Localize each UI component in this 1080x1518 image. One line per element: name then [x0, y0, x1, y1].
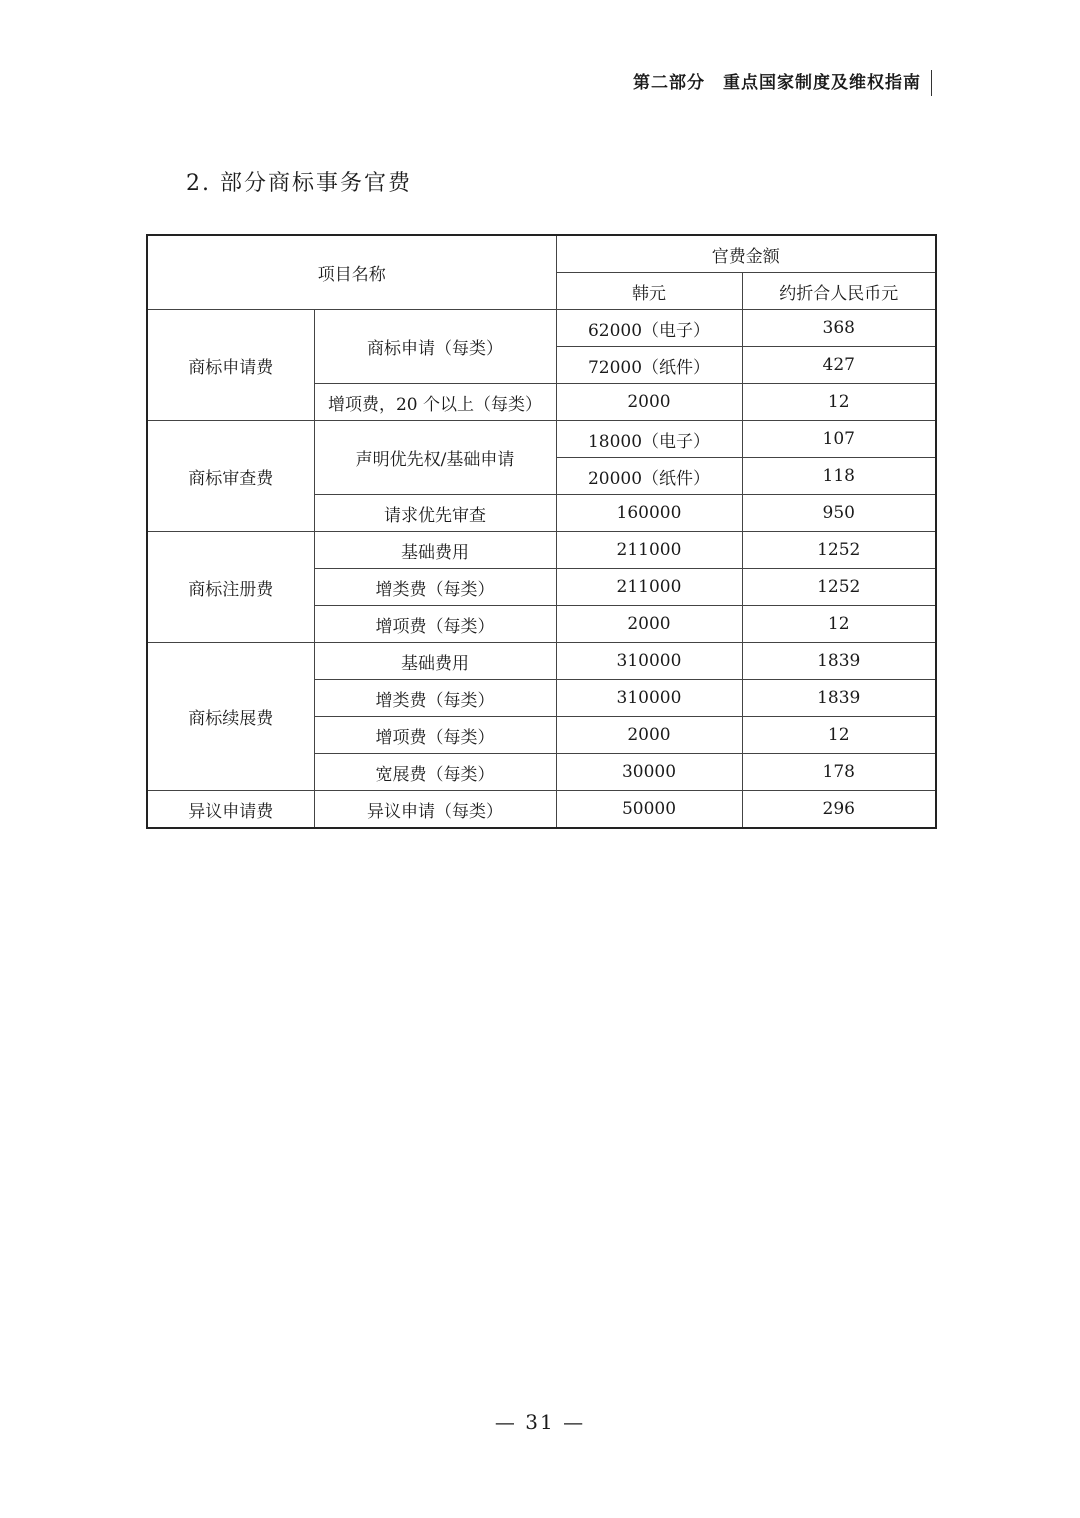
- table-row: [147, 791, 936, 829]
- krw-cell: 211000: [556, 532, 742, 569]
- group-name: 商标审查费: [147, 421, 314, 532]
- cny-cell: 12: [742, 384, 936, 421]
- cny-cell: 1839: [742, 643, 936, 680]
- table-row: [147, 643, 936, 680]
- krw-cell: 2000: [556, 717, 742, 754]
- section-title: 2. 部分商标事务官费: [186, 171, 412, 196]
- sub-item: 增类费（每类）: [314, 680, 556, 717]
- cny-cell: 950: [742, 495, 936, 532]
- cny-cell: 1839: [742, 680, 936, 717]
- sub-item: 基础费用: [314, 643, 556, 680]
- header-item-name: 项目名称: [147, 235, 556, 310]
- cny-cell: 296: [742, 791, 936, 829]
- sub-item: 请求优先审查: [314, 495, 556, 532]
- krw-cell: 160000: [556, 495, 742, 532]
- cny-cell: 118: [742, 458, 936, 495]
- header-fee-amount: 官费金额: [556, 235, 936, 273]
- group-name: 商标续展费: [147, 643, 314, 791]
- table-row: [147, 532, 936, 569]
- krw-cell: 2000: [556, 606, 742, 643]
- table-header-row: [147, 235, 936, 273]
- sub-item: 基础费用: [314, 532, 556, 569]
- header-part: 第二部分: [633, 73, 705, 93]
- krw-cell: 62000（电子）: [556, 310, 742, 347]
- krw-cell: 310000: [556, 680, 742, 717]
- running-header: [633, 70, 932, 96]
- header-krw: 韩元: [556, 273, 742, 310]
- table-row: [147, 421, 936, 458]
- krw-cell: 211000: [556, 569, 742, 606]
- krw-cell: 20000（纸件）: [556, 458, 742, 495]
- sub-item: 商标申请（每类）: [314, 310, 556, 384]
- krw-cell: 2000: [556, 384, 742, 421]
- page-number: — 31 —: [494, 1410, 586, 1434]
- sub-item: 宽展费（每类）: [314, 754, 556, 791]
- cny-cell: 12: [742, 606, 936, 643]
- sub-item: 增项费（每类）: [314, 606, 556, 643]
- cny-cell: 107: [742, 421, 936, 458]
- sub-item: 增项费（每类）: [314, 717, 556, 754]
- krw-cell: 50000: [556, 791, 742, 829]
- cny-cell: 1252: [742, 569, 936, 606]
- group-name: 商标注册费: [147, 532, 314, 643]
- group-name: 商标申请费: [147, 310, 314, 421]
- cny-cell: 178: [742, 754, 936, 791]
- cny-cell: 12: [742, 717, 936, 754]
- cny-cell: 1252: [742, 532, 936, 569]
- sub-item: 增项费，20 个以上（每类）: [314, 384, 556, 421]
- cny-cell: 368: [742, 310, 936, 347]
- fee-table: [146, 234, 937, 829]
- cny-cell: 427: [742, 347, 936, 384]
- header-title: 重点国家制度及维权指南: [723, 73, 921, 93]
- table-row: [147, 310, 936, 347]
- krw-cell: 72000（纸件）: [556, 347, 742, 384]
- krw-cell: 18000（电子）: [556, 421, 742, 458]
- krw-cell: 310000: [556, 643, 742, 680]
- sub-item: 异议申请（每类）: [314, 791, 556, 829]
- sub-item: 声明优先权/基础申请: [314, 421, 556, 495]
- krw-cell: 30000: [556, 754, 742, 791]
- sub-item: 增类费（每类）: [314, 569, 556, 606]
- group-name: 异议申请费: [147, 791, 314, 829]
- header-cny: 约折合人民币元: [742, 273, 936, 310]
